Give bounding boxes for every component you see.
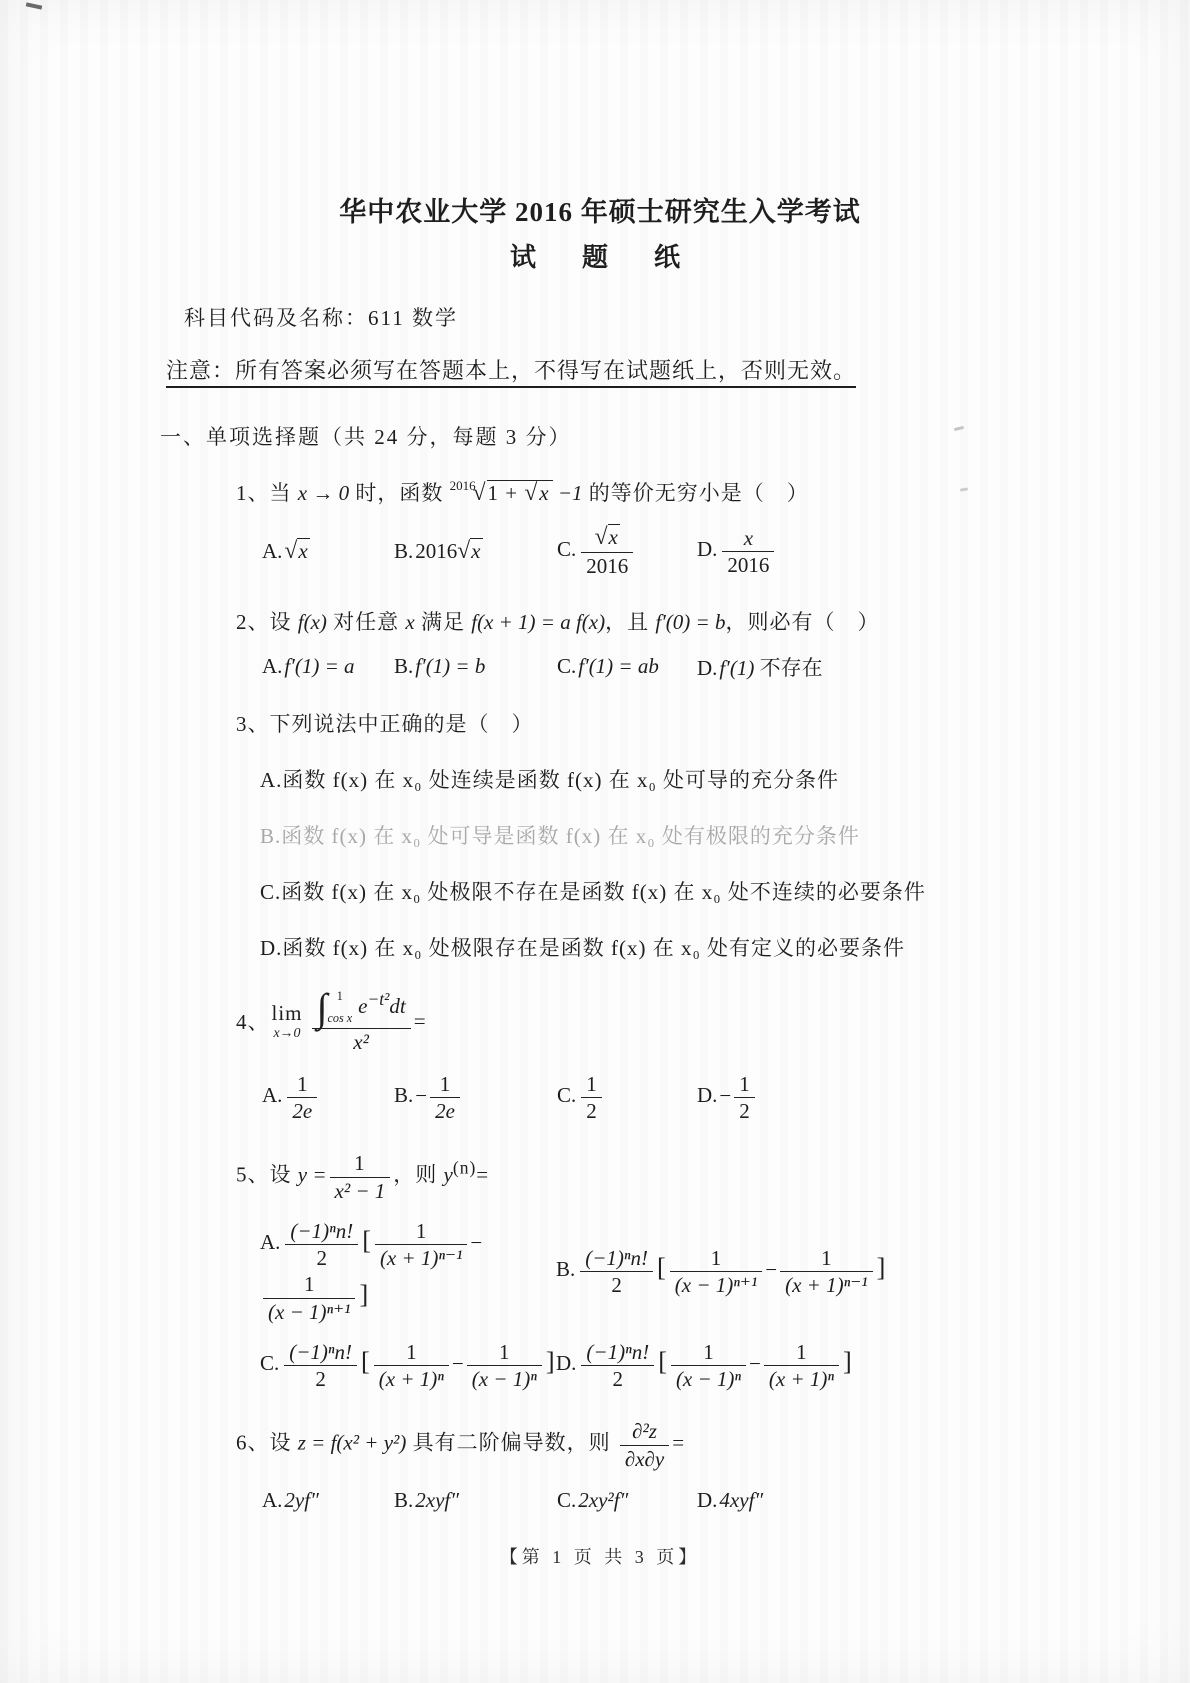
integrand-exponent: −t² <box>367 988 390 1009</box>
option-math: 4xyf″ <box>719 1487 764 1512</box>
stem-text: 当 <box>269 481 298 505</box>
fraction-denominator: 2 <box>315 1367 326 1392</box>
fraction <box>581 1071 602 1125</box>
fraction <box>581 523 633 580</box>
fraction-denominator: ∂x∂y <box>624 1446 665 1471</box>
radical-sign: √ <box>457 537 471 564</box>
option-math: 2xyf″ <box>415 1487 459 1512</box>
minus-sign: − <box>749 1351 761 1376</box>
derivative-order: (n) <box>452 1157 477 1178</box>
option-label: B. <box>394 654 414 679</box>
fraction-numerator: 1 <box>670 1245 762 1272</box>
page-content <box>160 0 1040 1569</box>
fraction-denominator: 2e <box>292 1099 313 1124</box>
fraction <box>430 1071 460 1125</box>
option-label: C. <box>557 537 577 562</box>
equals-sign: = <box>476 1162 490 1187</box>
fraction-numerator <box>581 523 633 553</box>
stem-math: f(x + 1) = a f(x) <box>471 609 606 634</box>
integral-upper: 1 <box>336 988 343 1003</box>
radical-sign: √ <box>594 524 608 550</box>
fraction-numerator: (−1)ⁿn! <box>580 1245 653 1272</box>
fraction-numerator: (−1)ⁿn! <box>284 1339 357 1366</box>
option-label: B. <box>394 1487 414 1512</box>
radicand-text: 1 + <box>487 481 525 505</box>
stem-text: 满足 <box>414 609 472 634</box>
stem-math: f(x) <box>297 609 327 634</box>
stem-text: ，则必有（ ） <box>725 609 880 634</box>
minus-sign: − <box>765 1257 778 1282</box>
stem-text: 的等价无穷小是（ ） <box>582 481 809 505</box>
fraction-numerator: (−1)ⁿn! <box>285 1218 358 1245</box>
fraction-numerator: 1 <box>263 1271 355 1298</box>
subject-line <box>184 302 1040 332</box>
question-number: 4、 <box>236 1010 270 1035</box>
q6-option-b <box>394 1488 557 1513</box>
question-1-stem <box>236 477 1040 507</box>
section-heading: 一、单项选择题（共 24 分，每题 3 分） <box>160 425 572 449</box>
fraction <box>671 1339 746 1393</box>
equals-sign: = <box>672 1430 686 1455</box>
stem-math: y = <box>297 1162 327 1187</box>
minus-sign: − <box>470 1230 483 1255</box>
right-bracket: ] <box>842 1347 852 1377</box>
left-bracket: [ <box>361 1347 370 1377</box>
differential: dt <box>389 993 406 1018</box>
fraction <box>581 1339 654 1393</box>
fraction-numerator: 1 <box>734 1071 755 1098</box>
right-bracket: ] <box>545 1347 555 1377</box>
scan-artifact <box>26 2 42 9</box>
q3-option-c: C.函数 f(x) 在 x₀ 处极限不存在是函数 f(x) 在 x₀ 处不连续的必要条件 <box>260 879 926 904</box>
radicand: x <box>471 538 481 563</box>
q5-option-d <box>556 1339 853 1393</box>
fraction-denominator: (x − 1)ⁿ⁺¹ <box>674 1272 758 1297</box>
subject-label: 科目代码及名称： <box>184 306 368 330</box>
option-math: f′(1) <box>719 655 755 680</box>
question-4-stem <box>236 984 1040 1055</box>
option-label: B. <box>394 538 414 563</box>
integrand: e <box>358 993 368 1018</box>
partial-derivative-fraction <box>620 1418 669 1472</box>
option-label: A. <box>262 1487 283 1512</box>
fraction-numerator: (−1)ⁿn! <box>581 1339 654 1366</box>
option-label: C. <box>260 1351 280 1376</box>
option-math: f′(1) = b <box>415 654 486 679</box>
page-footer: 【第 1 页 共 3 页】 <box>499 1546 701 1567</box>
coefficient: 2016 <box>415 538 458 563</box>
radicand: x <box>298 538 308 563</box>
option-label: C. <box>557 1083 577 1108</box>
integral-limits <box>327 989 352 1027</box>
q2-option-b <box>394 654 557 679</box>
inner-radicand: x <box>539 481 549 505</box>
radicand <box>487 480 553 505</box>
root-index: 2016 <box>449 478 476 494</box>
fraction-denominator: 2e <box>435 1099 455 1124</box>
fraction-denominator: (x − 1)ⁿ <box>675 1367 742 1392</box>
stem-math: y <box>443 1162 453 1187</box>
stem-text: ，则 <box>393 1162 444 1187</box>
question-2-stem <box>236 606 1040 636</box>
option-label: C. <box>557 1487 577 1512</box>
left-bracket: [ <box>362 1226 371 1256</box>
fraction <box>780 1245 872 1299</box>
q2-option-a <box>262 654 394 679</box>
fraction <box>263 1271 355 1325</box>
fraction-numerator: 1 <box>430 1071 460 1098</box>
fraction-denominator: 2 <box>586 1099 597 1124</box>
right-bracket: ] <box>876 1253 886 1283</box>
q1-option-a <box>262 538 394 565</box>
fraction-numerator: 1 <box>581 1071 602 1098</box>
stem-text: 设 <box>269 1430 298 1455</box>
integral-lower: cos x <box>327 1011 353 1026</box>
fraction-numerator: 1 <box>287 1071 317 1098</box>
right-bracket: ] <box>359 1279 369 1309</box>
limit-subscript: x→0 <box>273 1024 301 1040</box>
q4-option-a <box>262 1071 394 1125</box>
fraction-denominator: (x + 1)ⁿ <box>378 1367 444 1392</box>
limit-operator <box>271 1000 303 1040</box>
radical-sign: √ <box>472 480 487 506</box>
option-label: D. <box>697 1487 718 1512</box>
question-number: 5、 <box>236 1162 270 1187</box>
minus-sign: − <box>719 1083 732 1108</box>
option-label: A. <box>262 1083 283 1108</box>
left-bracket: [ <box>658 1347 667 1377</box>
fraction-denominator: x² <box>353 1029 369 1054</box>
stem-math: x <box>405 609 415 634</box>
fraction <box>330 1150 391 1204</box>
fraction <box>285 1218 358 1272</box>
option-label: A. <box>262 538 283 563</box>
radical-expression <box>595 525 620 549</box>
left-bracket: [ <box>657 1253 666 1283</box>
fraction <box>312 984 411 1055</box>
option-label: C. <box>557 654 577 679</box>
fraction <box>375 1218 467 1272</box>
option-label: D. <box>697 1083 718 1108</box>
q6-option-c <box>557 1488 697 1513</box>
fraction-denominator: (x + 1)ⁿ <box>768 1367 834 1392</box>
option-label: A. <box>262 654 283 679</box>
fraction-denominator: 2 <box>611 1272 622 1297</box>
fraction <box>734 1071 755 1125</box>
integral-sign: ∫ <box>316 984 329 1030</box>
stem-math: −1 <box>552 481 583 505</box>
option-label: B. <box>556 1257 576 1282</box>
option-text: 不存在 <box>754 655 823 680</box>
equals-sign: = <box>413 1008 427 1033</box>
option-math: f′(1) = a <box>284 654 355 679</box>
q3-option-a: A.函数 f(x) 在 x₀ 处连续是函数 f(x) 在 x₀ 处可导的充分条件 <box>260 767 840 792</box>
fraction-denominator: (x − 1)ⁿ⁺¹ <box>268 1299 351 1324</box>
q4-option-d <box>697 1071 758 1125</box>
inner-radical <box>524 481 550 505</box>
question-3-stem <box>236 708 1040 738</box>
subject-value: 611 数学 <box>368 306 458 330</box>
radicand: x <box>608 525 618 549</box>
stem-text: 下列说法中正确的是（ ） <box>269 711 534 736</box>
fraction-denominator: (x + 1)ⁿ⁻¹ <box>379 1246 463 1271</box>
question-4-options <box>262 1071 1040 1125</box>
fraction-denominator: 2 <box>739 1099 750 1124</box>
fraction-numerator: ∂²z <box>620 1418 669 1445</box>
fraction-denominator: 2016 <box>727 552 770 577</box>
q6-option-d <box>697 1488 763 1513</box>
fraction <box>580 1245 653 1299</box>
radical-sign: √ <box>524 480 539 506</box>
option-label: D. <box>556 1351 577 1376</box>
fraction-numerator: 1 <box>467 1339 542 1366</box>
fraction <box>284 1339 357 1393</box>
q6-option-a <box>262 1488 394 1513</box>
q5-option-c <box>260 1339 556 1393</box>
stem-text: 对任意 <box>326 609 406 634</box>
limit-text: lim <box>271 1000 303 1025</box>
question-5-stem <box>236 1150 1040 1204</box>
q1-option-b <box>394 538 557 565</box>
radical-expression <box>457 539 482 563</box>
fraction-numerator <box>312 984 411 1030</box>
radical-expression <box>449 478 553 506</box>
page-title: 华中农业大学 2016 年硕士研究生入学考试 <box>339 197 861 227</box>
q2-option-d <box>697 652 823 682</box>
option-math: 2yf″ <box>284 1487 319 1512</box>
fraction-numerator: 1 <box>780 1245 872 1272</box>
fraction-numerator: 1 <box>671 1339 746 1366</box>
q1-option-c <box>557 523 697 580</box>
question-5-options-row2 <box>260 1339 1040 1393</box>
fraction-numerator: 1 <box>330 1150 391 1177</box>
question-number: 3、 <box>236 711 270 736</box>
fraction-denominator: 2016 <box>586 554 629 579</box>
radical-sign: √ <box>284 537 298 564</box>
question-6-options <box>262 1488 1040 1513</box>
q4-option-c <box>557 1071 697 1125</box>
stem-text: 时，函数 <box>349 481 450 505</box>
q3-option-d: D.函数 f(x) 在 x₀ 处极限存在是函数 f(x) 在 x₀ 处有定义的必要条件 <box>260 935 906 960</box>
fraction <box>670 1245 762 1299</box>
notice-text: 注意：所有答案必须写在答题本上，不得写在试题纸上，否则无效。 <box>166 358 856 388</box>
q3-option-b: B.函数 f(x) 在 x₀ 处可导是函数 f(x) 在 x₀ 处有极限的充分条件 <box>260 823 860 848</box>
stem-math: z = f(x² + y²) <box>297 1430 407 1455</box>
fraction-denominator: (x + 1)ⁿ⁻¹ <box>785 1272 868 1297</box>
fraction-denominator: x² − 1 <box>334 1178 386 1203</box>
option-label: D. <box>697 537 718 562</box>
fraction <box>287 1071 317 1125</box>
question-number: 2、 <box>236 609 270 634</box>
stem-text: 设 <box>269 1162 298 1187</box>
notice-line <box>166 354 1040 385</box>
fraction-denominator: (x − 1)ⁿ <box>471 1367 537 1392</box>
option-math: f′(1) = ab <box>578 654 659 679</box>
option-math: 2xy²f″ <box>578 1487 629 1512</box>
stem-math: x → 0 <box>297 481 350 505</box>
q5-option-b <box>556 1245 886 1299</box>
fraction <box>467 1339 542 1393</box>
fraction <box>374 1339 449 1393</box>
stem-text: ，且 <box>605 609 656 634</box>
fraction-numerator: 1 <box>764 1339 839 1366</box>
option-label: A. <box>260 1230 281 1255</box>
question-5-options-row1 <box>260 1218 1040 1325</box>
option-label: B. <box>394 1083 414 1108</box>
fraction-denominator: 2 <box>316 1246 328 1271</box>
question-1-options <box>262 523 1040 580</box>
q5-option-a <box>260 1218 556 1325</box>
question-number: 6、 <box>236 1430 270 1455</box>
radical-expression <box>284 539 309 563</box>
fraction-denominator: 2 <box>612 1367 624 1392</box>
integral <box>316 984 357 1030</box>
stem-text: 设 <box>269 609 298 634</box>
q2-option-c <box>557 654 697 679</box>
minus-sign: − <box>415 1083 428 1108</box>
fraction <box>764 1339 839 1393</box>
fraction <box>722 525 774 579</box>
option-label: D. <box>697 655 718 680</box>
fraction-numerator: 1 <box>375 1218 467 1245</box>
stem-math: f′(0) = b <box>655 609 726 634</box>
question-number: 1、 <box>236 481 270 505</box>
stem-text: 具有二阶偏导数，则 <box>406 1430 617 1455</box>
page-subtitle: 试 题 纸 <box>509 243 690 272</box>
question-6-stem <box>236 1418 1040 1472</box>
fraction-numerator: 1 <box>374 1339 449 1366</box>
question-2-options <box>262 652 1040 682</box>
q4-option-b <box>394 1071 557 1125</box>
minus-sign: − <box>451 1351 464 1376</box>
fraction-numerator: x <box>722 525 774 552</box>
q1-option-d <box>697 525 777 579</box>
